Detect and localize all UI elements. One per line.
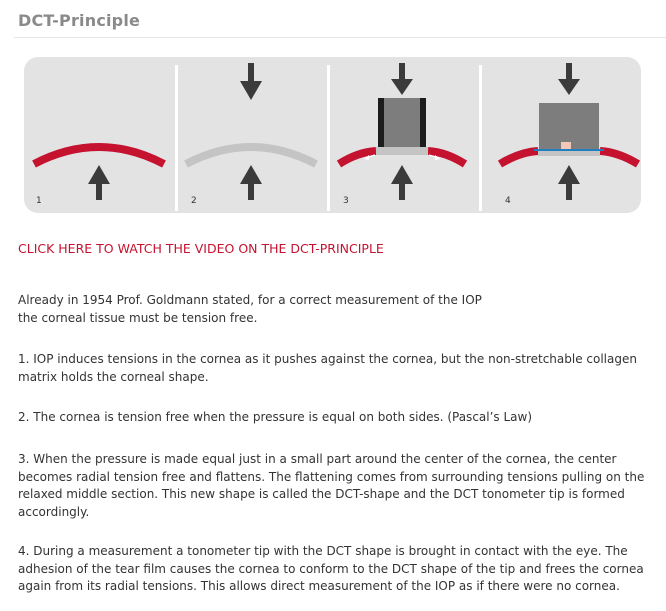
video-link[interactable]: CLICK HERE TO WATCH THE VIDEO ON THE DCT-PRINCIPLE <box>18 241 384 256</box>
tonometer-tip-icon <box>378 98 426 150</box>
cornea-red-left <box>339 151 376 164</box>
arrow-down-icon <box>558 63 580 95</box>
intro-paragraph: Already in 1954 Prof. Goldmann stated, for a correct measurement of the IOP the corneal tissue must be tension free. <box>18 293 482 325</box>
cornea-red-left <box>500 151 538 164</box>
point-1-paragraph: 1. IOP induces tensions in the cornea as it pushes against the cornea, but the non-stretchable collagen matrix holds the corneal shape. <box>18 352 637 384</box>
page-title: DCT-Principle <box>18 11 141 30</box>
arrow-up-icon <box>391 165 413 200</box>
contact-sensor-icon <box>561 142 571 149</box>
arrow-down-icon <box>391 63 413 95</box>
step-1-group <box>34 147 164 206</box>
step-3-group <box>339 63 465 206</box>
title-divider <box>14 37 666 38</box>
step-2-group <box>186 63 316 206</box>
divider-2 <box>327 65 330 211</box>
step-label-1: 1 <box>36 196 42 206</box>
arrow-up-icon <box>558 165 580 200</box>
tension-arrows-icon <box>364 155 440 160</box>
step-label-4: 4 <box>505 196 511 206</box>
arrow-up-icon <box>240 165 262 200</box>
cornea-red-right <box>428 151 465 164</box>
step-label-3: 3 <box>343 196 349 206</box>
point-4-paragraph: 4. During a measurement a tonometer tip with the DCT shape is brought in contact with the eye. The adhesion of the tear film causes the cornea to conform to the DCT shape of the tip and frees the cornea again from its radial tensions. This allows direct measurement of the IOP as if there were no cornea. <box>18 544 644 593</box>
divider-3 <box>479 65 482 211</box>
step-4-group <box>500 63 638 206</box>
arrow-up-icon <box>88 165 110 200</box>
cornea-flat-center <box>376 147 428 155</box>
point-2-paragraph: 2. The cornea is tension free when the pressure is equal on both sides. (Pascal’s Law) <box>18 410 533 424</box>
divider-1 <box>175 65 178 211</box>
cornea-red-arc <box>34 147 164 164</box>
arrow-down-icon <box>240 63 262 100</box>
dct-diagram <box>24 57 641 213</box>
cornea-red-right <box>600 151 638 164</box>
step-label-2: 2 <box>191 196 197 206</box>
cornea-grey-arc <box>186 147 316 164</box>
point-3-paragraph: 3. When the pressure is made equal just in a small part around the center of the cornea, the center becomes radial tension free and flattens. The flattening comes from surrounding tensions pulling on the relaxed middle section. This new shape is called the DCT-shape and the DCT tonometer tip is formed accordingly. <box>18 452 645 519</box>
dct-diagram-panel <box>24 57 641 213</box>
